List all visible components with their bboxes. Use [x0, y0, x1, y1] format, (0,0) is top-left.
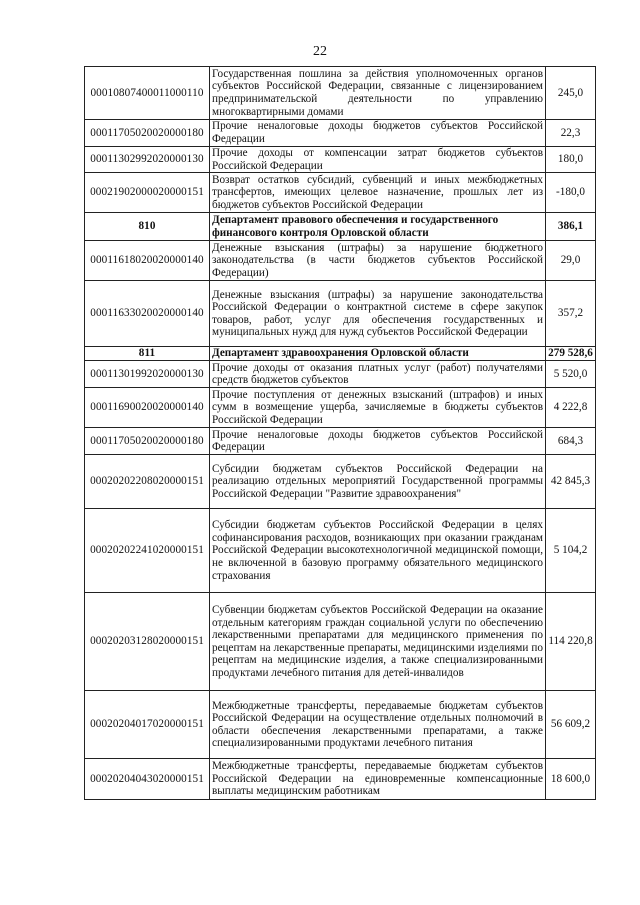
table-row [85, 428, 596, 455]
row-name: Прочие доходы от компенсации затрат бюджетов субъектов Российской Федерации [210, 147, 546, 173]
row-name: Прочие неналоговые доходы бюджетов субъектов Российской Федерации [210, 120, 546, 147]
row-name: Межбюджетные трансферты, передаваемые бюджетам субъектов Российской Федерации на единовременные компенсационные выплаты медицинским работникам [210, 759, 546, 800]
row-code: 00020202208020000151 [85, 455, 210, 509]
row-name: Прочие неналоговые доходы бюджетов субъектов Российской Федерации [210, 428, 546, 455]
table-row [85, 147, 596, 173]
page-number: 22 [313, 44, 327, 59]
row-name: Денежные взыскания (штрафы) за нарушение законодательства Российской Федерации о контрактной системе в сфере закупок товаров, работ, услуг для обеспечения государственных и муниципальных нужд для нужд субъектов Российской Федерации [210, 281, 546, 347]
row-code: 00011705020020000180 [85, 428, 210, 455]
row-amount: 180,0 [546, 147, 596, 173]
department-total: 279 528,6 [546, 347, 596, 361]
department-name: Департамент правового обеспечения и государственного финансового контроля Орловской области [210, 213, 546, 241]
row-code: 00020203128020000151 [85, 593, 210, 691]
table-row [85, 120, 596, 147]
row-amount: 357,2 [546, 281, 596, 347]
row-code: 00011705020020000180 [85, 120, 210, 147]
row-code: 00011618020020000140 [85, 241, 210, 281]
row-amount: 4 222,8 [546, 388, 596, 428]
row-code: 00011690020020000140 [85, 388, 210, 428]
table-row [85, 509, 596, 593]
row-name: Прочие поступления от денежных взысканий (штрафов) и иных сумм в возмещение ущерба, зачисляемые в бюджеты субъектов Российской Федерации [210, 388, 546, 428]
row-name: Субсидии бюджетам субъектов Российской Федерации в целях софинансирования расходов, возникающих при оказании гражданам Российской Федерации высокотехнологичной медицинской помощи, не включенной в базовую программу обязательного медицинского страхования [210, 509, 546, 593]
row-amount: 245,0 [546, 67, 596, 120]
row-code: 00020204017020000151 [85, 691, 210, 759]
row-code: 00020202241020000151 [85, 509, 210, 593]
table-row [85, 388, 596, 428]
row-amount: 5 104,2 [546, 509, 596, 593]
row-name: Денежные взыскания (штрафы) за нарушение бюджетного законодательства (в части бюджетов субъектов Российской Федерации) [210, 241, 546, 281]
row-name: Государственная пошлина за действия уполномоченных органов субъектов Российской Федерации, связанные с лицензированием предпринимательской деятельности по управлению многоквартирными домами [210, 67, 546, 120]
table-row [85, 361, 596, 388]
department-code: 811 [85, 347, 210, 361]
table-row [85, 759, 596, 800]
table-row [85, 241, 596, 281]
row-code: 00020204043020000151 [85, 759, 210, 800]
department-row [85, 213, 596, 241]
row-amount: 5 520,0 [546, 361, 596, 388]
table-row [85, 67, 596, 120]
department-code: 810 [85, 213, 210, 241]
row-name: Межбюджетные трансферты, передаваемые бюджетам субъектов Российской Федерации на осуществление отдельных полномочий в области обеспечения лекарственными препаратами, а также специализированными продуктами лечебного питания [210, 691, 546, 759]
row-code: 00021902000020000151 [85, 173, 210, 213]
row-amount: 56 609,2 [546, 691, 596, 759]
row-name: Субвенции бюджетам субъектов Российской Федерации на оказание отдельным категориям граждан социальной услуги по обеспечению лекарственными препаратами для медицинского применения по рецептам на лекарственные препараты, медицинскими изделиями по рецептам на медицинские изделия, а также специализированными продуктами лечебного питания для детей-инвалидов [210, 593, 546, 691]
row-amount: 42 845,3 [546, 455, 596, 509]
row-name: Субсидии бюджетам субъектов Российской Федерации на реализацию отдельных мероприятий Государственной программы Российской Федерации "Развитие здравоохранения" [210, 455, 546, 509]
department-row [85, 347, 596, 361]
row-name: Возврат остатков субсидий, субвенций и иных межбюджетных трансфертов, имеющих целевое назначение, прошлых лет из бюджетов субъектов Российской Федерации [210, 173, 546, 213]
row-code: 00010807400011000110 [85, 67, 210, 120]
row-name: Прочие доходы от оказания платных услуг (работ) получателями средств бюджетов субъектов [210, 361, 546, 388]
table-row [85, 455, 596, 509]
row-amount: 22,3 [546, 120, 596, 147]
department-total: 386,1 [546, 213, 596, 241]
table-row [85, 173, 596, 213]
department-name: Департамент здравоохранения Орловской области [210, 347, 546, 361]
row-amount: 114 220,8 [546, 593, 596, 691]
table-row [85, 691, 596, 759]
table-row [85, 593, 596, 691]
row-amount: 29,0 [546, 241, 596, 281]
row-amount: 684,3 [546, 428, 596, 455]
row-code: 00011301992020000130 [85, 361, 210, 388]
budget-revenue-table [84, 66, 596, 800]
row-amount: -180,0 [546, 173, 596, 213]
row-amount: 18 600,0 [546, 759, 596, 800]
table-row [85, 281, 596, 347]
row-code: 00011302992020000130 [85, 147, 210, 173]
row-code: 00011633020020000140 [85, 281, 210, 347]
